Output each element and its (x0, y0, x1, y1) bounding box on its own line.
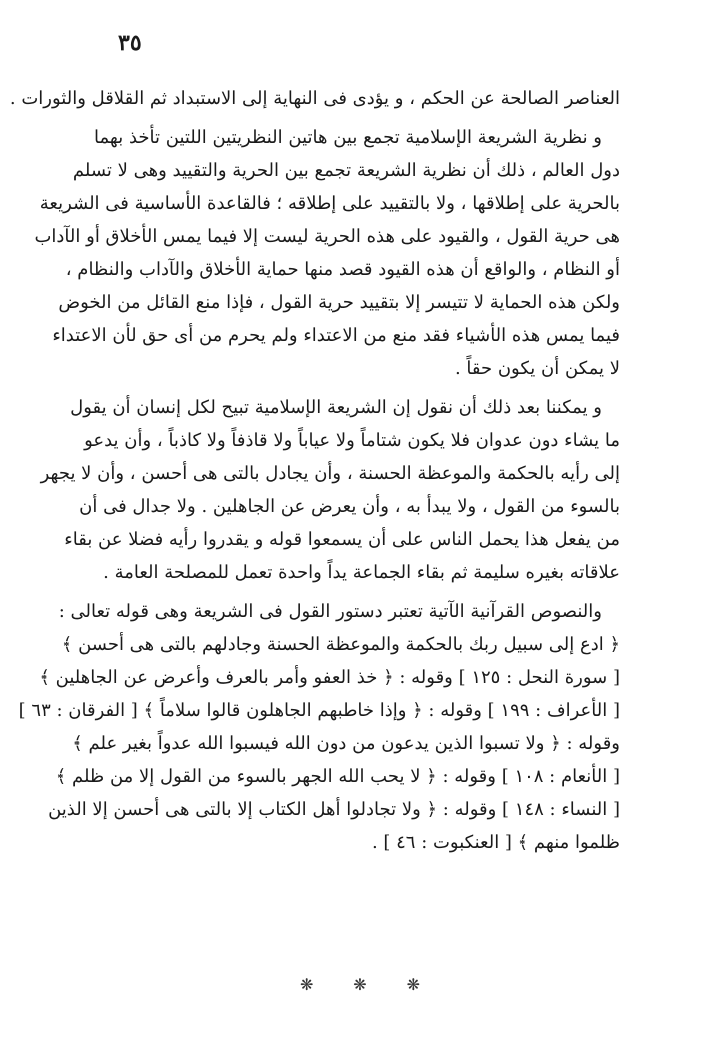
quran-verse-line: [ الأنعام : ١٠٨ ] وقوله : ﴿ لا يحب الله الجهر بالسوء من القول إلا من ظلم ﴾ (55, 766, 620, 787)
text-line: من يفعل هذا يحمل الناس على أن يسمعوا قوله و يقدروا رأيه فضلا عن بقاء (64, 529, 620, 550)
text-line: إلى رأيه بالحكمة والموعظة الحسنة ، وأن يجادل بالتى هى أحسن ، وأن لا يجهر (40, 463, 620, 484)
quran-verse-line: [ سورة النحل : ١٢٥ ] وقوله : ﴿ خذ العفو وأمر بالعرف وأعرض عن الجاهلين ﴾ (39, 667, 620, 688)
text-line: دول العالم ، ذلك أن نظرية الشريعة تجمع بين الحرية والتقييد وهى لا تسلم (72, 160, 620, 181)
text-line: بالسوء من القول ، ولا يبدأ به ، وأن يعرض عن الجاهلين . ولا جدال فى أن (79, 496, 620, 517)
ornament-icon: ❋ (353, 975, 367, 994)
text-line: هى حرية القول ، والقيود على هذه الحرية ليست إلا فيما يمس الأخلاق أو الآداب (34, 226, 620, 247)
text-line: لا يمكن أن يكون حقاً . (454, 358, 620, 379)
text-line: و نظرية الشريعة الإسلامية تجمع بين هاتين النظريتين اللتين تأخذ بهما (94, 127, 602, 148)
quran-verse-line: ﴿ ادع إلى سبيل ربك بالحكمة والموعظة الحسنة وجادلهم بالتى هى أحسن ﴾ (61, 634, 620, 655)
quran-verse-line: وقوله : ﴿ ولا تسبوا الذين يدعون من دون الله فيسبوا الله عدواً بغير علم ﴾ (72, 733, 620, 754)
text-line: أو النظام ، والواقع أن هذه القيود قصد منها حماية الأخلاق والآداب والنظام ، (65, 259, 620, 280)
quran-verse-line: [ النساء : ١٤٨ ] وقوله : ﴿ ولا تجادلوا أهل الكتاب إلا بالتى هى أحسن إلا الذين (48, 799, 620, 820)
text-line: فيما يمس هذه الأشياء فقد منع من الاعتداء ولم يحرم من أى حق لأن الاعتداء (52, 325, 620, 346)
page-body (9, 82, 620, 859)
ornament-icon: ❋ (300, 975, 314, 994)
page-number: ٣٥ (118, 30, 142, 56)
text-line: بالحرية على إطلاقها ، ولا بالتقييد على إطلاقه ؛ فالقاعدة الأساسية فى الشريعة (39, 193, 620, 214)
section-end-ornaments (300, 975, 420, 994)
text-line: ما يشاء دون عدوان فلا يكون شتاماً ولا عياباً ولا قاذفاً ولا كاذباً ، وأن يدعو (84, 430, 620, 451)
quran-verse-line: ظلموا منهم ﴾ [ العنكبوت : ٤٦ ] . (371, 832, 620, 853)
text-line: والنصوص القرآنية الآتية تعتبر دستور القول فى الشريعة وهى قوله تعالى : (58, 601, 602, 622)
text-line: العناصر الصالحة عن الحكم ، و يؤدى فى النهاية إلى الاستبداد ثم القلاقل والثورات . (9, 88, 620, 109)
text-line: علاقاته بغيره سليمة ثم بقاء الجماعة يداً واحدة تعمل للمصلحة العامة . (103, 562, 620, 583)
text-line: و يمكننا بعد ذلك أن نقول إن الشريعة الإسلامية تبيح لكل إنسان أن يقول (70, 397, 602, 418)
ornament-icon: ❋ (406, 975, 420, 994)
quran-verse-line: [ الأعراف : ١٩٩ ] وقوله : ﴿ وإذا خاطبهم الجاهلون قالوا سلاماً ﴾ [ الفرقان : ٦٣ ] (18, 700, 620, 721)
text-line: ولكن هذه الحماية لا تتيسر إلا بتقييد حرية القول ، فإذا منع القائل من الخوض (58, 292, 620, 313)
